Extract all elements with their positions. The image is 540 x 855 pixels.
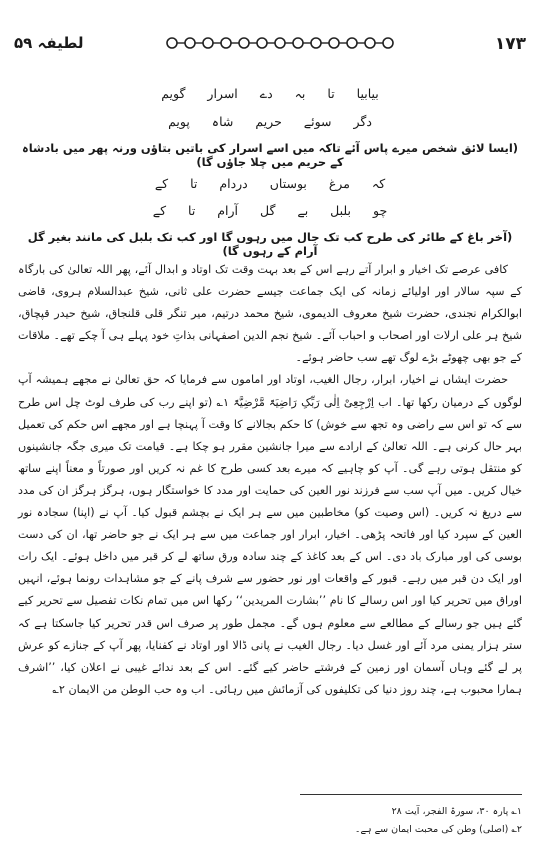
footnotes bbox=[18, 803, 522, 839]
verse-line: چو بلبل بے گل آرام تا کے bbox=[152, 203, 388, 218]
ornament-divider bbox=[164, 35, 394, 51]
verse-line: کہ مرغ بوستاں دردام تا کے bbox=[154, 176, 386, 191]
verse-line: دگر سوئے حریم شاہ پویم bbox=[168, 114, 372, 129]
body-text bbox=[18, 259, 522, 701]
footnote: ۲؎ (اصلی) وطن کی محبت ایمان سے ہے۔ bbox=[354, 824, 522, 835]
verse-line: بیابیا تا بہ دے اسرار گویم bbox=[161, 86, 379, 101]
footnote-divider bbox=[300, 794, 522, 795]
page-header bbox=[14, 34, 526, 56]
paragraph: حضرت ایشاں نے اخیار، ابرار، رجال الغیب، اوتاد اور اماموں سے فرمایا کہ حق تعالیٰ نے مجھے ہمیشہ آپ لوگوں کے درمیان رکھا تھا۔ اب اِرْجِعِیْ اِلٰی رَبِّکِ رَاضِیَۃً مَّرْضِیَّۃً ۱؎ (تو اپنے رب کی طرف لوٹ چل اس طرح سے کہ تو اس سے راضی وہ تجھ سے خوش) کا حکم بجالانے کا وقت آ پہنچا ہے اور مجھے اس حکم کی تعمیل بہر حال کرنی ہے۔ اللہ تعالیٰ کے ارادے سے میرا جانشین مقرر ہو چکا ہے۔ قیامت تک میری جگہ جانشینوں کو منتقل ہوتی رہے گی۔ آپ کو چاہیے کہ میرے بعد کسی طرح کا غم نہ کریں اور صورتاً و معناً اپنے ساتھ خیال کریں۔ میں آپ سب سے فرزند نور العین کی حمایت اور مدد کا خواستگار ہوں، ہرگز ہرگز ان کی مدد سے دریغ نہ کریں۔ (اس وصیت کو) مخاطبین میں سے ہر ایک نے بچشم قبول کیا۔ آپ نے (اپنا) سجادہ نور العین کے سپرد کیا اور فاتحہ پڑھی۔ اخیار، ابرار اور جماعت میں سے ہر ایک نے جو حاضر تھا، ان کی دست بوسی کی اور مبارک باد دی۔ اس کے بعد کاغذ کے چند سادہ ورق ساتھ لے کر قبر میں داخل ہوئے۔ ایک رات اور ایک دن قبر میں رہے۔ قبور کے واقعات اور نور حضور سے شرف پانے کے جو مشاہدات رونما ہوئے، انہیں اوراق میں تحریر کیا اور اس رسالے کا نام ’’بشارت المریدین‘‘ رکھا اس میں تمام نکات تفصیل سے تحریر کیے گئے ہیں جو رسالے کے مطالعے سے معلوم ہوں گے۔ مجمل طور پر صرف اس قدر تحریر کیا جاسکتا ہے کہ ستر ہزار یمنی مرد آئے اور غسل دیا۔ رجال الغیب نے پانی ڈالا اور اوتاد نے کفنایا، پھر آپ کے جنازے کو عرش پر لے گئے وہاں آسمان اور زمین کے فرشتے حاضر کیے گئے۔ اس کے بعد ندائے غیبی نے اعلان کیا، ’’اشرف ہمارا محبوب ہے، چند روز دنیا کی تکلیفوں کی آزمائش میں رہائی۔ اب وہ حب الوطن من الایمان ۲؎ bbox=[18, 373, 522, 696]
page-number: ۱۷۳ bbox=[494, 34, 526, 54]
verse-translation: (ایسا لائق شخص میرے پاس آئے تاکہ میں اسے اسرار کی باتیں بتاؤں ورنہ پھر میں بادشاہ کے حریم میں چلا جاؤں گا) bbox=[21, 141, 519, 169]
footnote: ۱؎ پارہ ۳۰، سورۃ الفجر، آیت ۲۸ bbox=[391, 806, 522, 817]
section-title: لطیفہ ۵۹ bbox=[14, 34, 84, 52]
paragraph: کافی عرصے تک اخیار و ابرار آتے رہے اس کے بعد بہت وقت تک اوتاد و ابدال آئے، پھر اللہ تعالیٰ کی بارگاہ کے سپہ سالار اور اولیائے زمانہ کی ایک جماعت جیسے حضرت علی ثانی، شیخ عبدالسلام ہروی، قاضی ابوالکرام نجندی، حضرت شیخ معروف الدیموی، شیخ محمد درتیم، میر تنگر قلی قلنجاق، شیخ حیدر قپچاق، شیخ ہر علی ارلات اور اصحاب و احباب آئے۔ شیخ نجم الدین اصفہانی بذاتِ خود پہلے ہی آ چکے تھے۔ ملاقات کے جو بھی چھوٹے بڑے لوگ تھے سب حاضر ہوئے۔ bbox=[18, 263, 522, 365]
verse-translation: (آخر باغ کے طائر کی طرح کب تک جال میں رہوں گا اور کب تک بلبل کی مانند بغیر گل آرام کے رہوں گا) bbox=[27, 230, 513, 258]
